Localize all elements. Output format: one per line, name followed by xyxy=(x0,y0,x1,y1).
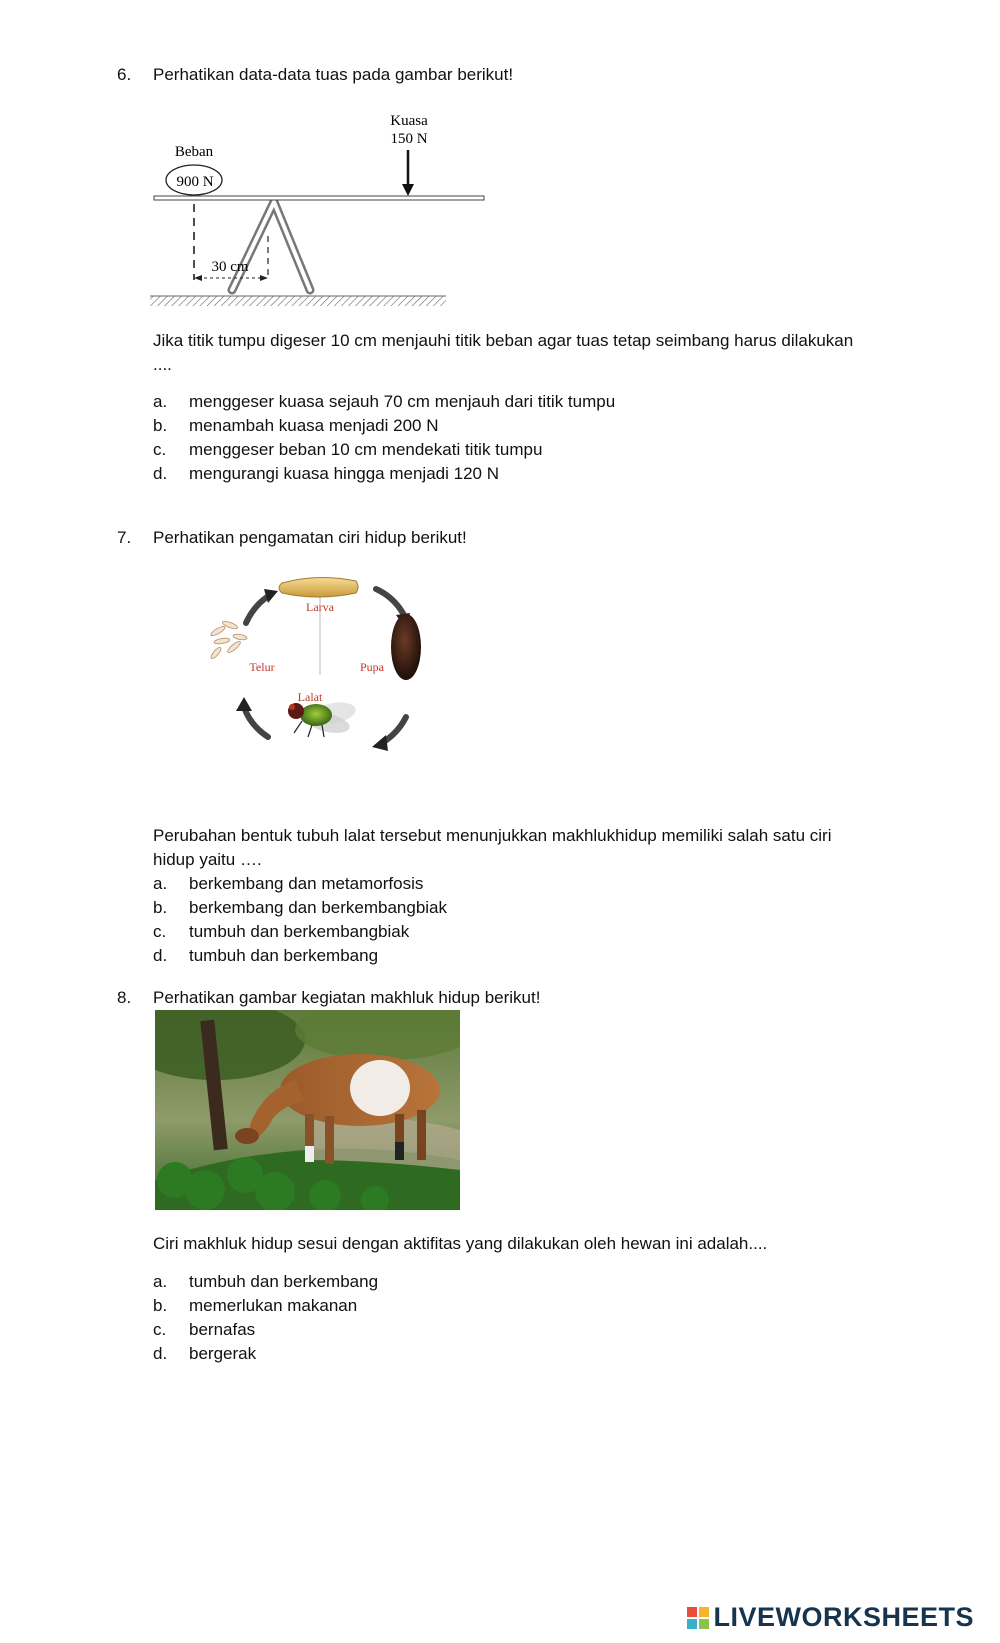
option-d[interactable]: d. tumbuh dan berkembang xyxy=(153,946,379,965)
option-d[interactable]: d. mengurangi kuasa hingga menjadi 120 N xyxy=(153,464,499,483)
question-8-text: Ciri makhluk hidup sesui dengan aktifitas yang dilakukan oleh hewan ini adalah.... xyxy=(153,1234,768,1253)
logo-square-2 xyxy=(699,1607,709,1617)
label-telur: Telur xyxy=(249,660,275,674)
lever-diagram xyxy=(150,108,500,318)
question-7-text: Perubahan bentuk tubuh lalat tersebut menunjukkan makhlukhidup memiliki salah satu ciri hidup yaitu …. xyxy=(153,826,832,869)
ground-hatch xyxy=(150,296,446,306)
label-pupa: Pupa xyxy=(360,660,384,674)
cycle-arrow-lalat-telur xyxy=(244,707,268,737)
option-c[interactable]: c. tumbuh dan berkembangbiak xyxy=(153,922,410,941)
question-6-text: Jika titik tumpu digeser 10 cm menjauhi titik beban agar tuas tetap seimbang harus dilakukan .... xyxy=(153,331,854,374)
arrow-head-4 xyxy=(236,697,252,711)
logo-square-3 xyxy=(687,1619,697,1629)
logo-square-4 xyxy=(699,1619,709,1629)
question-prompt: Perhatikan pengamatan ciri hidup berikut! xyxy=(153,528,467,547)
distance-arrow-right xyxy=(260,275,268,281)
fly-lifecycle-diagram xyxy=(210,575,450,770)
option-c[interactable]: c. bernafas xyxy=(153,1320,256,1339)
brand-name: LIVEWORKSHEETS xyxy=(713,1602,974,1632)
pupa-image xyxy=(391,614,421,680)
question-6-options xyxy=(153,390,615,486)
load-label: Beban xyxy=(174,144,214,160)
question-number: 7. xyxy=(117,528,132,547)
option-c[interactable]: c. menggeser beban 10 cm mendekati titik tumpu xyxy=(153,440,543,459)
arrow-head-3 xyxy=(372,735,388,751)
cycle-arrow-telur-larva xyxy=(246,595,270,623)
fly-image xyxy=(288,699,357,737)
option-a[interactable]: a. tumbuh dan berkembang xyxy=(153,1272,379,1291)
question-8-options xyxy=(153,1270,378,1366)
option-b[interactable]: b. menambah kuasa menjadi 200 N xyxy=(153,416,439,435)
option-b[interactable]: b. berkembang dan berkembangbiak xyxy=(153,898,448,917)
effort-value: 150 N xyxy=(390,131,428,147)
larva-image xyxy=(279,577,358,597)
question-number: 6. xyxy=(117,65,132,84)
effort-arrow-head xyxy=(402,184,414,196)
logo-square-1 xyxy=(687,1607,697,1617)
option-a[interactable]: a. berkembang dan metamorfosis xyxy=(153,874,424,893)
cycle-arrow-larva-pupa xyxy=(376,589,404,615)
question-prompt: Perhatikan gambar kegiatan makhluk hidup berikut! xyxy=(153,988,541,1007)
liveworksheets-logo xyxy=(687,1602,974,1633)
distance-label: 30 cm xyxy=(211,259,249,275)
logo-grid-icon xyxy=(687,1607,709,1629)
eggs-image xyxy=(210,620,247,660)
option-a[interactable]: a. menggeser kuasa sejauh 70 cm menjauh dari titik tumpu xyxy=(153,392,616,411)
question-number: 8. xyxy=(117,988,132,1007)
lever-beam xyxy=(154,196,484,200)
label-larva: Larva xyxy=(306,600,334,614)
question-7-options xyxy=(153,872,447,968)
option-d[interactable]: d. bergerak xyxy=(153,1344,257,1363)
distance-arrow-left xyxy=(194,275,202,281)
load-value: 900 N xyxy=(176,174,214,190)
label-lalat: Lalat xyxy=(297,690,323,704)
fulcrum xyxy=(232,202,310,290)
option-b[interactable]: b. memerlukan makanan xyxy=(153,1296,358,1315)
effort-label: Kuasa xyxy=(390,113,428,129)
goat-photo xyxy=(155,1010,460,1210)
question-prompt: Perhatikan data-data tuas pada gambar berikut! xyxy=(153,65,514,84)
